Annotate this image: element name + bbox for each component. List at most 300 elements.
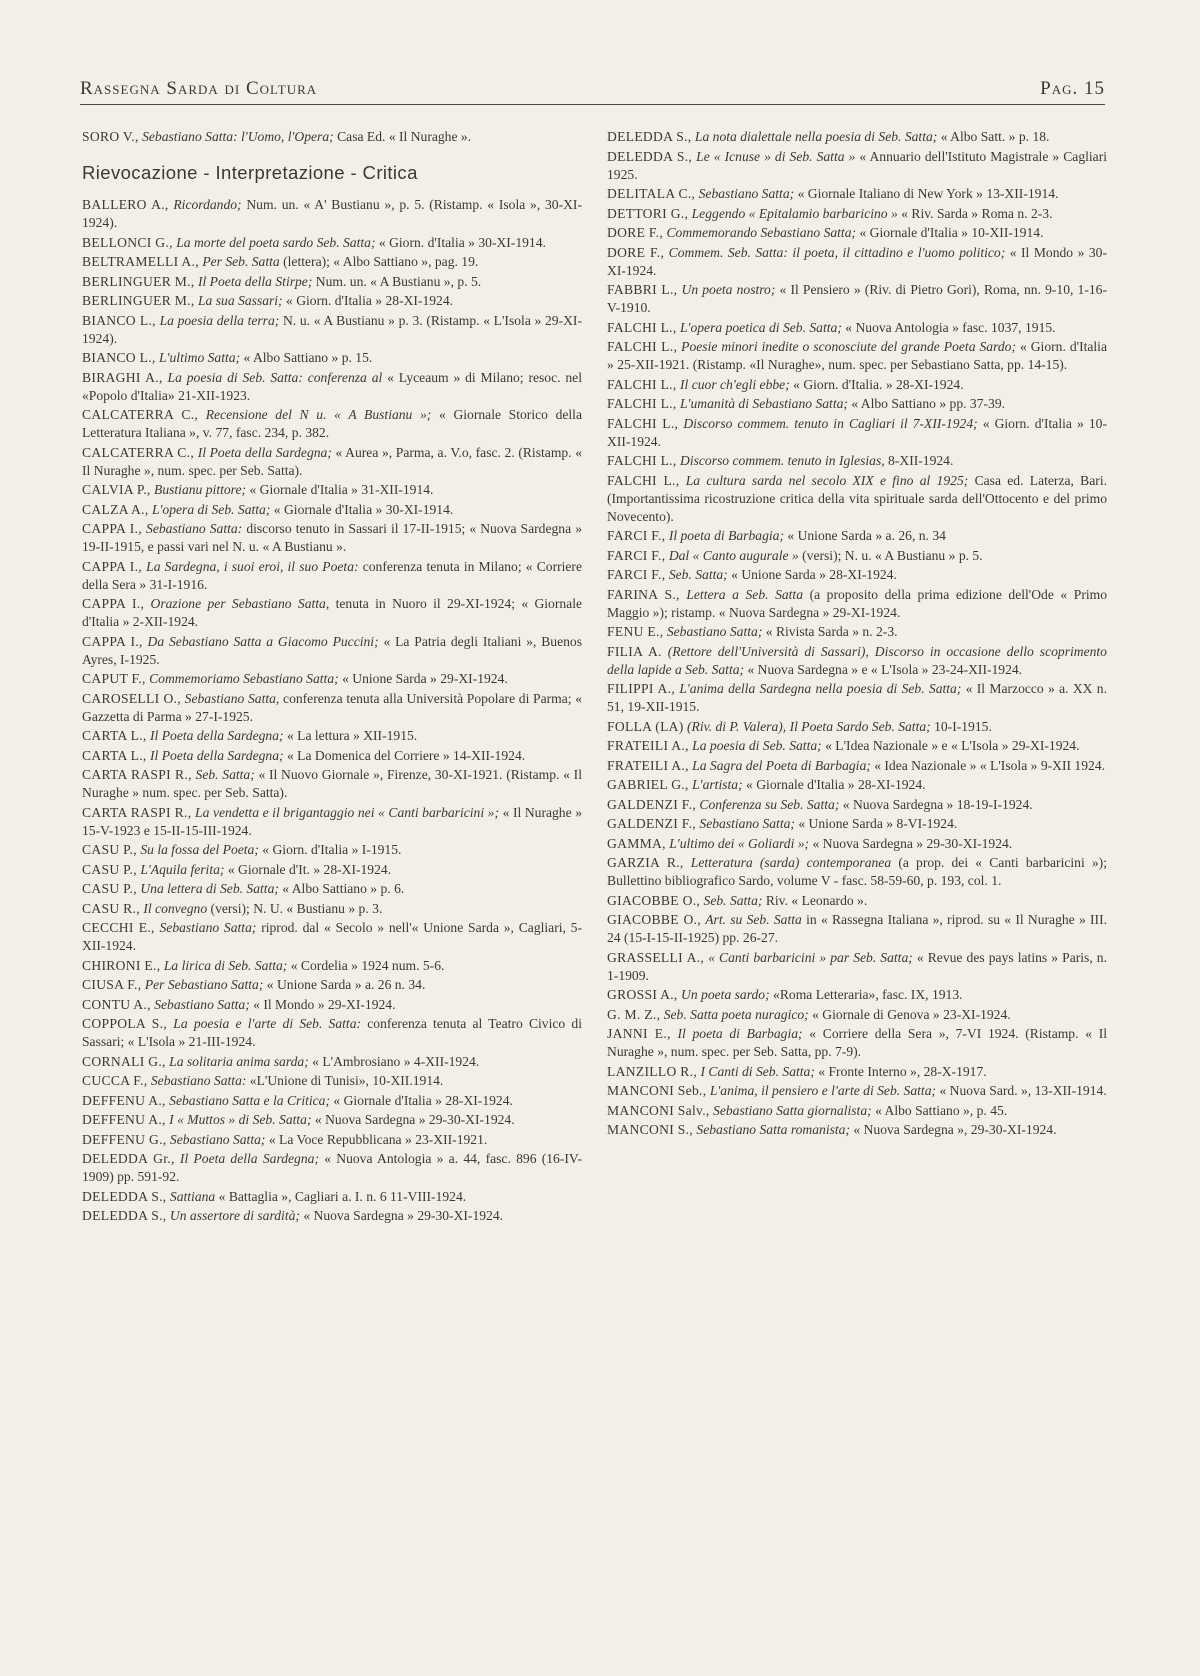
entry-author: DORE F.,: [607, 225, 664, 240]
entry-source: « Unione Sarda » 28-XI-1924.: [731, 567, 897, 582]
entry-author: FILIA A.: [607, 643, 662, 659]
entry-title: Sebastiano Satta;: [154, 996, 250, 1012]
entry-title: Il Poeta della Stirpe;: [197, 273, 313, 289]
entry-title: Sebastiano Satta;: [698, 186, 795, 201]
entry-title: Sebastiano Satta;: [159, 920, 257, 935]
entry-source: « La Patria degli Italiani », Buenos Ayres, I-1925.: [82, 633, 582, 667]
entry-source: conferenza tenuta alla Università Popolare di Parma; « Gazzetta di Parma » 27-I-1925.: [82, 690, 583, 724]
bibliography-entry: [607, 415, 1107, 451]
entry-author: JANNI E.,: [607, 1026, 671, 1041]
entry-author: DELITALA C.,: [607, 186, 696, 201]
bibliography-entry: [82, 481, 582, 499]
entry-author: CARTA RASPI R.,: [82, 804, 192, 820]
bibliography-entry: [82, 595, 582, 631]
entry-source: « Giornale Storico della Letteratura Italiana », v. 77, fasc. 234, p. 382.: [82, 407, 582, 440]
entry-source: conferenza tenuta in Milano; « Corriere della Sera » 31-I-1916.: [82, 558, 582, 592]
entry-title: Dal « Canto augurale »: [668, 547, 799, 563]
entry-author: CARTA L.,: [82, 728, 147, 743]
entry-source: 10-I-1915.: [934, 718, 992, 734]
entry-source: « Albo Satt. » p. 18.: [940, 129, 1050, 144]
entry-author: GALDENZI F.,: [607, 796, 696, 812]
entry-author: FENU E.,: [607, 624, 664, 639]
entry-source: Casa ed. Laterza, Bari. (Importantissima ricostruzione critica della vita spirituale sarda dell'Ottocento e del primo Novecento).: [607, 472, 1107, 524]
entry-source: « Nuova Antologia » fasc. 1037, 1915.: [845, 319, 1056, 335]
bibliography-entry: [607, 1121, 1107, 1139]
journal-title: Rassegna Sarda di Coltura: [80, 78, 318, 99]
entry-author: CAPPA I.,: [82, 596, 145, 611]
bibliography-entry: [82, 1131, 582, 1149]
entry-source: « Giornale d'Italia » 10-XII-1914.: [859, 225, 1044, 240]
entry-source: (versi); N. u. « A Bustianu » p. 5.: [802, 547, 983, 563]
entry-author: CASU P.,: [82, 861, 137, 877]
bibliography-entry: [607, 623, 1107, 641]
entry-author: CAROSELLI O.,: [82, 690, 181, 706]
entry-author: COPPOLA S.,: [82, 1016, 168, 1031]
entry-title: I « Muttos » di Seb. Satta;: [169, 1112, 312, 1127]
bibliography-entry: [607, 1063, 1107, 1081]
entry-source: « L'Idea Nazionale » e « L'Isola » 29-XI-1924.: [825, 738, 1080, 753]
entry-title: Una lettera di Seb. Satta;: [140, 881, 279, 896]
entry-source: Casa Ed. « Il Nuraghe ».: [337, 129, 472, 144]
entry-source: tenuta in Nuoro il 29-XI-1924; « Giornale d'Italia » 2-XII-1924.: [82, 596, 583, 629]
bibliography-entry: [607, 185, 1107, 203]
bibliography-entry: [607, 148, 1107, 184]
entry-source: « Corriere della Sera », 7-VI 1924. (Ristamp. « Il Nuraghe », num. spec. per Seb. Satta, pp. 7-9).: [607, 1026, 1107, 1059]
entry-source: « Idea Nazionale » « L'Isola » 9-XII 1924.: [874, 757, 1106, 773]
entry-author: BIRAGHI A.,: [82, 369, 163, 385]
bibliography-entry: [607, 224, 1107, 242]
bibliography-entry: [607, 737, 1107, 755]
entry-title: Discorso commem. tenuto in Cagliari il 7-XII-1924;: [683, 415, 978, 431]
bibliography-entry: [82, 520, 582, 556]
entry-source: « La Voce Repubblicana » 23-XII-1921.: [268, 1131, 488, 1147]
entry-title: La lirica di Seb. Satta;: [163, 957, 288, 973]
entry-source: « Nuova Sard. », 13-XII-1914.: [939, 1083, 1107, 1098]
bibliography-entry: [607, 643, 1107, 679]
entry-author: CARTA L.,: [82, 747, 147, 763]
entry-author: FALCHI L.,: [607, 319, 677, 335]
entry-title: Sebastiano Satta:: [146, 521, 243, 536]
entry-author: CAPPA I.,: [82, 521, 142, 536]
entry-source: « Giornale d'Italia » 28-XI-1924.: [333, 1092, 513, 1108]
entry-title: Sebastiano Satta;: [666, 624, 763, 639]
entry-source: « Unione Sarda » a. 26, n. 34: [787, 528, 946, 543]
bibliography-entry: [607, 319, 1107, 337]
entry-source: « Giornale Italiano di New York » 13-XII-1914.: [797, 186, 1059, 201]
entry-title: Seb. Satta;: [668, 567, 728, 582]
bibliography-entry: [607, 527, 1107, 545]
entry-author: DEFFENU A.,: [82, 1092, 166, 1108]
running-header: [80, 78, 1105, 105]
entry-title: « Canti barbaricini » par Seb. Satta;: [708, 949, 913, 965]
entry-author: CHIRONI E.,: [82, 957, 161, 973]
bibliography-entry: [82, 273, 582, 291]
bibliography-entry: [607, 892, 1107, 910]
bibliography-entry: [82, 349, 582, 367]
entry-source: « Il Nuovo Giornale », Firenze, 30-XI-1921. (Ristamp. « Il Nuraghe » num. spec. per Seb. Satta).: [82, 767, 582, 800]
bibliography-entry: [82, 690, 582, 726]
bibliography-entry: [82, 1092, 582, 1110]
bibliography-entry: [82, 633, 582, 669]
entry-author: FOLLA (LA): [607, 718, 684, 734]
bibliography-entry: [607, 128, 1107, 146]
entry-author: CAPUT F.,: [82, 671, 146, 686]
entry-source: «L'Unione di Tunisi», 10-XII.1914.: [249, 1073, 444, 1088]
entry-author: CAPPA I.,: [82, 558, 143, 574]
bibliography-entry: [607, 376, 1107, 394]
entry-source: N. u. « A Bustianu » p. 3. (Ristamp. « L'Isola » 29-XI-1924).: [82, 312, 582, 346]
bibliography-entry: [607, 796, 1107, 814]
entry-title: Sebastiano Satta,: [184, 690, 280, 706]
entry-author: FALCHI L.,: [607, 472, 680, 488]
entry-title: Orazione per Sebastiano Satta,: [150, 596, 330, 611]
entry-author: GIACOBBE O.,: [607, 892, 701, 908]
entry-title: Il Poeta della Sardegna;: [179, 1151, 319, 1166]
bibliography-entry: [82, 501, 582, 519]
entry-title: Seb. Satta;: [703, 892, 763, 908]
entry-source: « Giorn. d'Italia. » 28-XI-1924.: [793, 376, 964, 392]
entry-author: FALCHI L.,: [607, 415, 679, 431]
entry-source: « Giornale d'Italia » 28-XI-1924.: [746, 777, 926, 792]
entry-author: MANCONI Salv.,: [607, 1102, 710, 1118]
entry-author: CECCHI E.,: [82, 920, 155, 935]
entry-author: FABBRI L.,: [607, 282, 678, 297]
entry-source: « Rivista Sarda » n. 2-3.: [765, 624, 898, 639]
entry-title: Sebastiano Satta giornalista;: [713, 1102, 872, 1118]
entry-author: DEFFENU A.,: [82, 1112, 166, 1127]
entry-author: G. M. Z.,: [607, 1006, 661, 1022]
entry-author: CARTA RASPI R.,: [82, 767, 192, 782]
entry-title: Commemoriamo Sebastiano Satta;: [149, 671, 339, 686]
entry-author: BERLINGUER M.,: [82, 273, 195, 289]
entry-title: Sebastiano Satta;: [699, 816, 795, 831]
entry-title: Seb. Satta poeta nuragico;: [663, 1006, 809, 1022]
entry-author: CALCATERRA C.,: [82, 407, 199, 422]
entry-author: GALDENZI F.,: [607, 816, 696, 831]
entry-source: « Unione Sarda » a. 26 n. 34.: [266, 977, 426, 992]
bibliography-entry: [82, 1111, 582, 1129]
entry-author: BIANCO L.,: [82, 350, 156, 365]
entry-source: « Albo Sattiano » p. 6.: [282, 881, 405, 896]
entry-author: CALVIA P.,: [82, 482, 151, 497]
entry-title: La poesia della terra;: [159, 312, 280, 328]
entry-source: « Annuario dell'Istituto Magistrale » Cagliari 1925.: [607, 148, 1108, 182]
bibliography-entry: [607, 281, 1107, 317]
entry-author: GARZIA R.,: [607, 855, 684, 870]
bibliography-entry: [82, 747, 582, 765]
entry-author: MANCONI Seb.,: [607, 1083, 707, 1098]
entry-source: « Il Mondo » 30-XI-1924.: [607, 244, 1107, 278]
entry-title: La Sagra del Poeta di Barbagia;: [692, 757, 871, 773]
entry-title: L'ultimo Satta;: [159, 350, 241, 365]
bibliography-entry: [82, 727, 582, 745]
bibliography-entry: [82, 558, 582, 594]
entry-author: DELEDDA S.,: [82, 1208, 167, 1223]
bibliography-entry: [82, 1207, 582, 1225]
entry-author: BALLERO A.,: [82, 197, 169, 212]
entry-source: conferenza tenuta al Teatro Civico di Sassari; « L'Isola » 21-III-1924.: [82, 1016, 582, 1049]
entry-title: Letteratura (sarda) contemporanea: [690, 855, 892, 870]
entry-title: Sattiana: [169, 1188, 216, 1204]
entry-source: « Giornale d'It. » 28-XI-1924.: [227, 861, 392, 877]
bibliography-entry: [82, 1015, 582, 1051]
bibliography-entry: [82, 976, 582, 994]
bibliography-entry: [607, 1082, 1107, 1100]
entry-source: « Giorn. d'Italia » 28-XI-1924.: [286, 293, 454, 308]
entry-title: Sebastiano Satta e la Critica;: [169, 1092, 331, 1108]
left-column: [82, 128, 582, 1227]
entry-title: Un assertore di sardità;: [169, 1208, 300, 1223]
entry-author: CUCCA F.,: [82, 1073, 148, 1088]
bibliography-entry: [82, 1053, 582, 1071]
bibliography-entry: [82, 234, 582, 252]
entry-source: «Roma Letteraria», fasc. IX, 1913.: [773, 987, 963, 1002]
entry-title: La poesia di Seb. Satta;: [692, 738, 822, 753]
bibliography-entry: [607, 815, 1107, 833]
bibliography-entry: [82, 804, 582, 840]
bibliography-entry: [82, 369, 582, 405]
bibliography-entry: [82, 919, 582, 955]
entry-author: CORNALI G.,: [82, 1053, 166, 1069]
entry-title: Discorso commem. tenuto in Iglesias,: [680, 453, 885, 468]
entry-title: L'umanità di Sebastiano Satta;: [680, 396, 848, 411]
entry-author: FARCI F.,: [607, 567, 666, 582]
entry-author: DELEDDA S.,: [607, 148, 693, 164]
entry-author: BERLINGUER M.,: [82, 293, 195, 308]
bibliography-entry: [607, 547, 1107, 565]
bibliography-entry: [607, 586, 1107, 622]
entry-title: La vendetta e il brigantaggio nei « Canti barbaricini »;: [195, 804, 500, 820]
entry-author: FARCI F.,: [607, 528, 666, 543]
entry-author: DEFFENU G.,: [82, 1131, 167, 1147]
entry-source: « Cordelia » 1924 num. 5-6.: [290, 957, 445, 973]
bibliography-entry: [607, 205, 1107, 223]
entry-title: Da Sebastiano Satta a Giacomo Puccini;: [147, 633, 379, 649]
entry-title: Lettera a Seb. Satta: [686, 586, 804, 602]
entry-title: Seb. Satta;: [195, 767, 255, 782]
entry-title: Sebastiano Satta;: [169, 1131, 266, 1147]
entry-source: « Albo Sattiano » p. 15.: [243, 350, 373, 365]
entry-source: « Giornale d'Italia » 31-XII-1914.: [249, 482, 434, 497]
entry-title: Commem. Seb. Satta: il poeta, il cittadino e l'uomo politico;: [668, 244, 1006, 260]
entry-author: FALCHI L.,: [607, 376, 677, 392]
entry-author: FALCHI L.,: [607, 339, 678, 354]
entry-title: La poesia di Seb. Satta: conferenza al: [167, 369, 383, 385]
entry-author: CAPPA I.,: [82, 633, 143, 649]
entry-author: FALCHI L.,: [607, 396, 677, 411]
entry-title: Un poeta nostro;: [681, 282, 776, 297]
entry-title: Il Poeta della Sardegna;: [197, 444, 332, 460]
entry-title: Un poeta sardo;: [681, 987, 770, 1002]
entry-author: DELEDDA S.,: [607, 129, 692, 144]
entry-title: La poesia e l'arte di Seb. Satta:: [173, 1016, 362, 1031]
entry-source: in « Rassegna Italiana », riprod. su « Il Nuraghe » III. 24 (15-I-15-II-1925) pp. 26-27.: [607, 912, 1107, 945]
entry-source: « Giorn. d'Italia » 10-XII-1924.: [607, 415, 1107, 449]
bibliography-entry: [607, 1102, 1107, 1120]
entry-title: Conferenza su Seb. Satta;: [699, 796, 840, 812]
entry-title: Sebastiano Satta romanista;: [696, 1122, 850, 1137]
entry-author: GIACOBBE O.,: [607, 912, 701, 927]
entry-title: Sebastiano Satta: l'Uomo, l'Opera;: [142, 129, 334, 144]
entry-source: « Giornale di Genova » 23-XI-1924.: [812, 1006, 1011, 1022]
entry-author: CALZA A.,: [82, 501, 149, 517]
bibliography-entry: [82, 128, 582, 146]
entry-author: CASU R.,: [82, 900, 140, 916]
entry-title: La morte del poeta sardo Seb. Satta;: [176, 234, 376, 250]
entry-author: MANCONI S.,: [607, 1122, 694, 1137]
entry-source: (lettera); « Albo Sattiano », pag. 19.: [283, 254, 479, 269]
entry-title: Sebastiano Satta:: [150, 1073, 247, 1088]
bibliography-entry: [607, 566, 1107, 584]
entry-source: « Unione Sarda » 8-VI-1924.: [798, 816, 958, 831]
entry-source: « La lettura » XII-1915.: [286, 728, 418, 743]
entry-title: L'opera di Seb. Satta;: [151, 501, 271, 517]
entry-source: « Nuova Sardegna » 29-30-XI-1924.: [303, 1208, 504, 1223]
entry-author: DELEDDA Gr.,: [82, 1151, 175, 1166]
entry-source: « La Domenica del Corriere » 14-XII-1924.: [286, 747, 526, 763]
entry-source: « Il Marzocco » a. XX n. 51, 19-XII-1915.: [607, 681, 1107, 714]
bibliography-entry: [607, 757, 1107, 775]
entry-source: « Battaglia », Cagliari a. I. n. 6 11-VIII-1924.: [218, 1188, 467, 1204]
bibliography-entry: [607, 835, 1107, 853]
bibliography-entry: [82, 880, 582, 898]
entry-title: Le « Icnuse » di Seb. Satta »: [696, 148, 856, 164]
entry-title: Il Poeta della Sardegna;: [150, 728, 284, 743]
entry-author: FRATEILI A.,: [607, 757, 689, 773]
entry-title: La cultura sarda nel secolo XIX e fino al 1925;: [685, 472, 969, 488]
entry-source: discorso tenuto in Sassari il 17-II-1915; « Nuova Sardegna » 19-II-1915, e passi vari nel N. u. « A Bustianu ».: [82, 521, 583, 554]
entry-source: « Aurea », Parma, a. V.o, fasc. 2. (Ristamp. « Il Nuraghe », num. spec. per Seb. Satta).: [82, 444, 582, 478]
entry-title: L'Aquila ferita;: [140, 861, 225, 877]
entry-source: « Revue des pays latins » Paris, n. 1-1909.: [607, 949, 1107, 983]
entry-source: (a prop. dei « Canti barbaricini »); Bullettino bibliografico Sardo, volume V - fasc. 58-59-60, p. 193, col. 1.: [607, 855, 1107, 888]
bibliography-entry: [607, 244, 1107, 280]
bibliography-entry: [607, 776, 1107, 794]
bibliography-entry: [82, 1188, 582, 1206]
bibliography-entry: [607, 718, 1107, 736]
entry-author: FARINA S.,: [607, 586, 680, 602]
entry-source: « Nuova Sardegna », 29-30-XI-1924.: [853, 1122, 1057, 1137]
entry-title: Il cuor ch'egli ebbe;: [680, 376, 790, 392]
entry-author: FALCHI L.,: [607, 453, 677, 468]
bibliography-entry: [82, 841, 582, 859]
entry-title: (Rettore dell'Università di Sassari), Discorso in occasione dello scoprimento della lapide a Seb. Satta;: [607, 643, 1107, 677]
entry-title: Il poeta di Barbagia;: [677, 1026, 803, 1041]
entry-author: GROSSI A.,: [607, 987, 678, 1002]
entry-title: Recensione del N u. « A Bustianu »;: [205, 407, 432, 422]
entry-title: La nota dialettale nella poesia di Seb. Satta;: [694, 129, 938, 144]
entry-title: L'anima, il pensiero e l'arte di Seb. Satta;: [709, 1083, 937, 1098]
entry-author: CONTU A.,: [82, 996, 151, 1012]
entry-source: 8-XII-1924.: [888, 453, 954, 468]
entry-author: GABRIEL G.,: [607, 777, 689, 792]
bibliography-entry: [607, 680, 1107, 716]
entry-source: (a proposito della prima edizione dell'Ode « Primo Maggio »); ristamp. « Nuova Sardegna » 29-XI-1924.: [607, 586, 1108, 620]
entry-source: « Nuova Sardegna » 18-19-I-1924.: [842, 796, 1033, 812]
entry-author: LANZILLO R.,: [607, 1063, 698, 1079]
entry-author: CIUSA F.,: [82, 977, 142, 992]
entry-title: La Sardegna, i suoi eroi, il suo Poeta:: [146, 558, 359, 574]
entry-source: « L'Ambrosiano » 4-XII-1924.: [312, 1053, 480, 1069]
entry-title: Il poeta di Barbagia;: [668, 528, 784, 543]
entry-title: Leggendo « Epitalamio barbaricino »: [691, 205, 898, 221]
bibliography-entry: [607, 452, 1107, 470]
entry-source: « Nuova Antologia » a. 44, fasc. 896 (16-IV-1909) pp. 591-92.: [82, 1151, 583, 1184]
bibliography-entry: [607, 1006, 1107, 1024]
entry-author: GRASSELLI A.,: [607, 949, 705, 965]
entry-source: « Nuova Sardegna » 29-30-XI-1924.: [314, 1112, 515, 1127]
entry-author: DORE F.,: [607, 244, 665, 260]
entry-title: L'artista;: [692, 777, 743, 792]
entry-source: « Il Mondo » 29-XI-1924.: [253, 996, 396, 1012]
bibliography-entry: [82, 1150, 582, 1186]
entry-author: CASU P.,: [82, 881, 137, 896]
entry-source: « Giornale d'Italia » 30-XI-1914.: [273, 501, 454, 517]
bibliography-entry: [607, 472, 1107, 526]
entry-source: riprod. dal « Secolo » nell'« Unione Sarda », Cagliari, 5-XII-1924.: [82, 920, 583, 953]
entry-source: « Riv. Sarda » Roma n. 2-3.: [901, 205, 1053, 221]
bibliography-entry: [607, 338, 1107, 374]
bibliography-entry: [82, 292, 582, 310]
page-number: Pag. 15: [1040, 78, 1105, 99]
entry-title: Per Sebastiano Satta;: [144, 977, 264, 992]
entry-source: « Lyceaum » di Milano; resoc. nel «Popolo d'Italia» 21-XII-1923.: [82, 369, 582, 403]
entry-source: « Albo Sattiano » pp. 37-39.: [851, 396, 1006, 411]
entry-title: Su la fossa del Poeta;: [140, 842, 259, 857]
entry-author: BELLONCI G.,: [82, 234, 173, 250]
bibliography-entry: [82, 957, 582, 975]
entry-source: « Il Nuraghe » 15-V-1923 e 15-II-15-III-1924.: [82, 804, 582, 838]
bibliography-entry: [82, 766, 582, 802]
bibliography-entry: [607, 395, 1107, 413]
bibliography-entry: [82, 670, 582, 688]
entry-title: La sua Sassari;: [197, 293, 283, 308]
entry-title: Ricordando;: [173, 197, 242, 212]
entry-author: GAMMA,: [607, 835, 666, 851]
entry-title: L'anima della Sardegna nella poesia di Seb. Satta;: [679, 681, 962, 696]
entry-author: CASU P.,: [82, 842, 137, 857]
entry-author: FRATEILI A.,: [607, 738, 689, 753]
bibliography-entry: [82, 900, 582, 918]
bibliography-entry: [82, 861, 582, 879]
entry-source: « Giorn. d'Italia » 25-XII-1921. (Ristamp. «Il Nuraghe», num. spec. per Sebastiano Satta, pp. 14-15).: [607, 339, 1107, 372]
entry-author: DELEDDA S.,: [82, 1188, 167, 1204]
section-title: Rievocazione - Interpretazione - Critica: [82, 162, 418, 183]
entry-author: FARCI F.,: [607, 547, 666, 563]
entry-title: I Canti di Seb. Satta;: [700, 1063, 815, 1079]
entry-source: (versi); N. U. « Bustianu » p. 3.: [210, 900, 383, 916]
entry-title: La solitaria anima sarda;: [169, 1053, 309, 1069]
bibliography-entry: [82, 996, 582, 1014]
bibliography-entry: [82, 312, 582, 348]
bibliography-entry: [607, 911, 1107, 947]
bibliography-entry: [82, 253, 582, 271]
bibliography-entry: [607, 949, 1107, 985]
entry-title: Il convegno: [143, 900, 208, 916]
entry-source: « Giorn. d'Italia » 30-XI-1914.: [378, 234, 546, 250]
entry-title: (Riv. di P. Valera), Il Poeta Sardo Seb. Satta;: [687, 718, 931, 734]
bibliography-entry: [82, 1072, 582, 1090]
entry-source: « Albo Sattiano », p. 45.: [875, 1102, 1008, 1118]
entry-author: BELTRAMELLI A.,: [82, 254, 199, 269]
entry-title: L'opera poetica di Seb. Satta;: [680, 319, 842, 335]
entry-title: Bustianu pittore;: [154, 482, 247, 497]
bibliography-entry: [82, 444, 582, 480]
bibliography-columns: [82, 128, 1107, 1227]
entry-source: « Nuova Sardegna » e « L'Isola » 23-24-XII-1924.: [747, 661, 1023, 677]
entry-title: Poesie minori inedite o sconosciute del grande Poeta Sardo;: [681, 339, 1016, 354]
entry-source: Num. un. « A Bustianu », p. 5.: [315, 273, 482, 289]
